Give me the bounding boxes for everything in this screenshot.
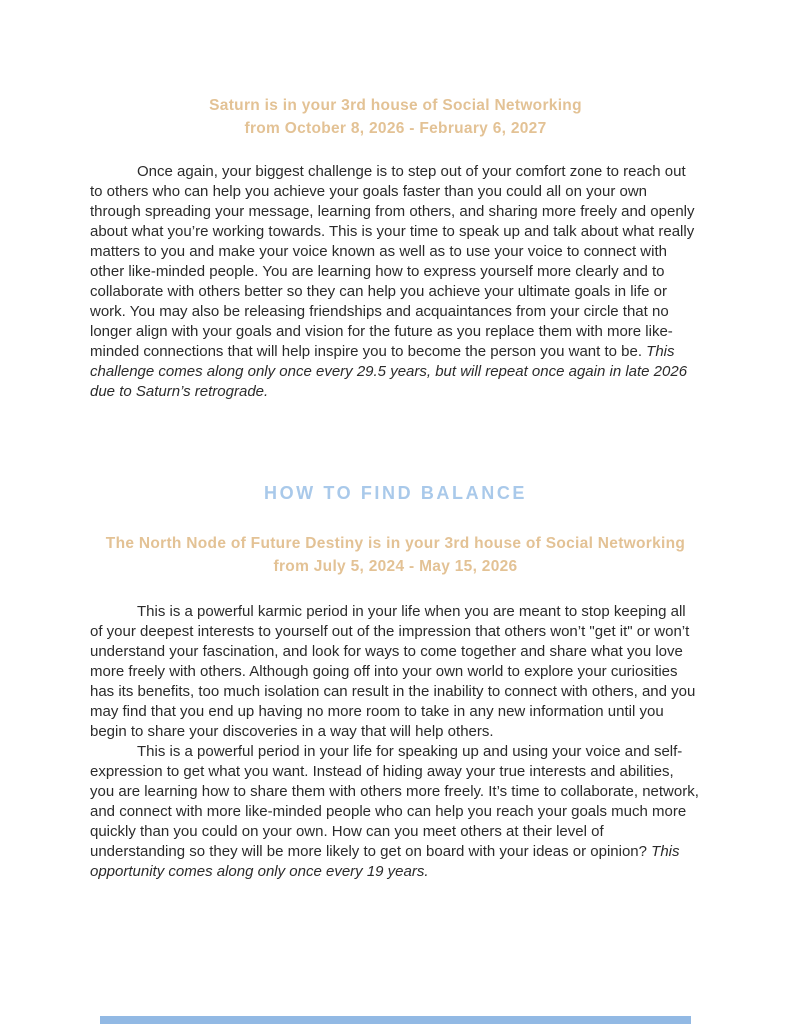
north-node-section-heading: [90, 532, 701, 578]
saturn-paragraph-text: Once again, your biggest challenge is to step out of your comfort zone to reach out to others who can help you achieve your goals faster than you could all on your own through spreading your message, learning from others, and sharing more freely and openly about what you’re working towards. This is your time to speak up and talk about what really matters to you and make your voice known as well as to use your voice to connect with other like-minded people. You are learning how to express yourself more clearly and to collaborate with others better so they can help you achieve your ultimate goals in life or work. You may also be releasing friendships and acquaintances from your circle that no longer align with your goals and vision for the future as you replace them with more like-minded connections that will help inspire you to become the person you want to be.: [90, 163, 695, 360]
next-page-blue-band: [100, 1016, 691, 1024]
saturn-heading-line1: Saturn is in your 3rd house of Social Networking: [209, 97, 582, 114]
north-node-paragraph-2-italic-note: This opportunity comes along only once every 19 years.: [90, 843, 680, 880]
saturn-section-paragraph: [90, 162, 701, 402]
how-to-find-balance-title: HOW TO FIND BALANCE: [263, 483, 528, 503]
north-node-paragraph-1-text: This is a powerful karmic period in your life when you are meant to stop keeping all of your deepest interests to yourself out of the impression that others won’t "get it" or won’t understand your fascination, and look for ways to come together and share what you love more freely with others. Although going off into your own world to explore your curiosities has its benefits, too much isolation can result in the inability to connect with others, and you may find that you end up having no more room to take in any new information until you begin to share your discoveries in a way that will help others.: [90, 603, 696, 740]
saturn-heading-line2: from October 8, 2026 - February 6, 2027: [244, 120, 547, 137]
saturn-paragraph-italic-note: This challenge comes along only once every 29.5 years, but will repeat once again in late 2026 due to Saturn’s retrograde.: [90, 343, 688, 400]
north-node-heading-line1: The North Node of Future Destiny is in your 3rd house of Social Networking: [105, 535, 686, 552]
north-node-paragraph-1: [90, 602, 701, 742]
saturn-section-heading: [90, 94, 701, 140]
north-node-paragraph-2-text: This is a powerful period in your life for speaking up and using your voice and self-expression to get what you want. Instead of hiding away your true interests and abilities, you are learning how to share them with others more freely. It’s time to collaborate, network, and connect with more like-minded people who can help you reach your goals much more quickly than you could on your own. How can you meet others at their level of understanding so they will be more likely to get on board with your ideas or opinion?: [90, 743, 699, 860]
north-node-heading-line2: from July 5, 2024 - May 15, 2026: [273, 558, 518, 575]
north-node-paragraph-2: [90, 742, 701, 882]
page-content: [90, 0, 701, 882]
